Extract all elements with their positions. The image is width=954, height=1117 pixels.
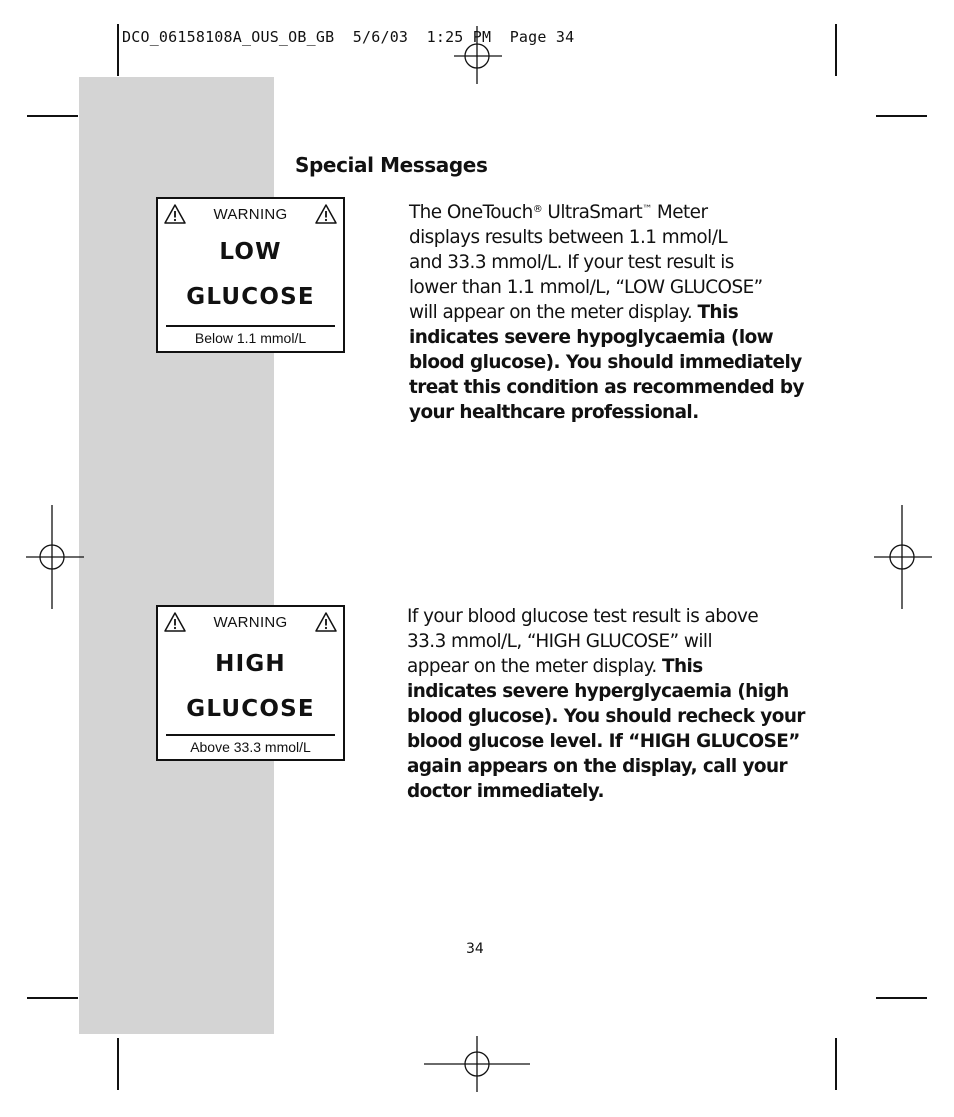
text-fragment: appear on the meter display. <box>407 656 662 677</box>
warning-row <box>158 611 343 637</box>
crop-mark-bottom-right-horizontal <box>876 997 927 999</box>
paragraph-line <box>409 300 804 325</box>
low-glucose-paragraph <box>409 200 804 425</box>
paragraph-line: If your blood glucose test result is above <box>407 606 759 627</box>
bold-paragraph-line: blood glucose). You should immediately <box>409 352 802 373</box>
warning-triangle-icon <box>315 203 337 225</box>
registration-mark-icon-left <box>22 503 86 611</box>
bold-text-fragment: This <box>697 302 739 323</box>
text-fragment: UltraSmart <box>542 202 643 223</box>
bold-paragraph-line: indicates severe hypoglycaemia (low <box>409 327 774 348</box>
display-divider <box>166 325 335 327</box>
display-range-label: Below 1.1 mmol/L <box>194 330 307 346</box>
paragraph-line: displays results between 1.1 mmol/L <box>409 227 728 248</box>
registered-mark: ® <box>532 204 543 215</box>
trademark-mark: ™ <box>642 204 652 215</box>
display-line-1: LOW <box>219 239 282 265</box>
text-fragment: will appear on the meter display. <box>409 302 698 323</box>
low-glucose-display <box>156 197 345 353</box>
paragraph-line: lower than 1.1 mmol/L, “LOW GLUCOSE” <box>409 277 763 298</box>
bold-paragraph-line: doctor immediately. <box>407 781 604 802</box>
section-heading: Special Messages <box>295 153 488 177</box>
crop-mark-bottom-right-vertical <box>835 1038 837 1090</box>
warning-label: WARNING <box>213 206 288 223</box>
display-line-2: GLUCOSE <box>186 284 315 310</box>
high-glucose-display <box>156 605 345 761</box>
bold-text-fragment: This <box>661 656 703 677</box>
warning-label: WARNING <box>213 614 288 631</box>
warning-row <box>158 203 343 229</box>
registration-mark-icon-bottom <box>420 1034 532 1094</box>
registration-mark-icon-right <box>870 503 934 611</box>
display-line-1: HIGH <box>215 651 286 677</box>
crop-mark-top-left-horizontal <box>27 115 78 117</box>
bold-paragraph-line: indicates severe hyperglycaemia (high <box>407 681 789 702</box>
high-glucose-paragraph <box>407 604 805 804</box>
paragraph-line <box>409 200 804 225</box>
bold-paragraph-line: treat this condition as recommended by <box>409 377 804 398</box>
paragraph-line: and 33.3 mmol/L. If your test result is <box>409 252 734 273</box>
paragraph-line: 33.3 mmol/L, “HIGH GLUCOSE” will <box>407 631 713 652</box>
crop-mark-top-right-horizontal <box>876 115 927 117</box>
display-divider <box>166 734 335 736</box>
text-fragment: The OneTouch <box>409 202 533 223</box>
bold-paragraph-line: blood glucose). You should recheck your <box>407 706 805 727</box>
page-number: 34 <box>466 941 484 957</box>
bold-paragraph-line: again appears on the display, call your <box>407 756 788 777</box>
crop-mark-bottom-left-horizontal <box>27 997 78 999</box>
text-fragment: Meter <box>651 202 708 223</box>
print-slug-line: DCO_06158108A_OUS_OB_GB 5/6/03 1:25 PM Page 34 <box>122 28 575 46</box>
display-range-label: Above 33.3 mmol/L <box>190 739 311 755</box>
crop-mark-top-right-vertical <box>835 24 837 76</box>
crop-mark-top-left-vertical <box>117 24 119 76</box>
crop-mark-bottom-left-vertical <box>117 1038 119 1090</box>
warning-triangle-icon <box>315 611 337 633</box>
bold-paragraph-line: blood glucose level. If “HIGH GLUCOSE” <box>407 731 800 752</box>
registration-mark-icon-top <box>446 24 510 88</box>
display-line-2: GLUCOSE <box>186 696 315 722</box>
bold-paragraph-line: your healthcare professional. <box>409 402 699 423</box>
paragraph-line <box>407 654 805 679</box>
